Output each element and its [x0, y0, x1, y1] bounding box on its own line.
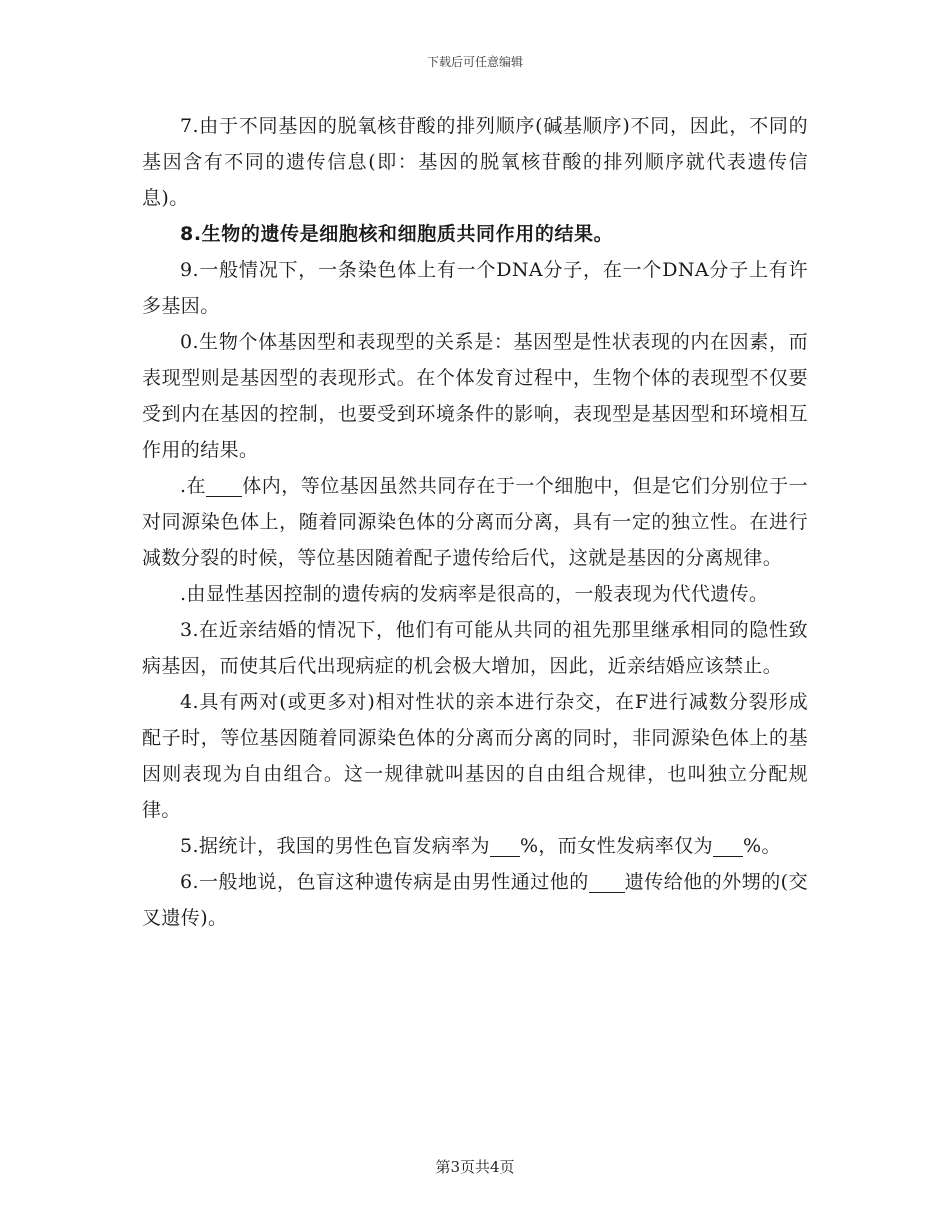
- paragraph-15-start: 5.据统计，我国的男性色盲发病率为: [180, 835, 490, 857]
- fill-in-blank: [589, 872, 625, 893]
- paragraph-14: 4.具有两对(或更多对)相对性状的亲本进行杂交，在F进行减数分裂形成配子时，等位基因随着同源染色体的分离而分离的同时，非同源染色体上的基因则表现为自由组合。这一规律就叫基因的自由组合规律，也叫独立分配规律。: [142, 691, 808, 821]
- paragraph-16: [142, 864, 808, 936]
- page-footer: 第3页共4页: [435, 1158, 515, 1176]
- paragraph-15-end: %。: [743, 835, 781, 857]
- paragraph-10: 0.生物个体基因型和表现型的关系是：基因型是性状表现的内在因素，而表现型则是基因型的表现形式。在个体发育过程中，生物个体的表现型不仅要受到内在基因的控制，也要受到环境条件的影响，表现型是基因型和环境相互作用的结果。: [142, 331, 808, 461]
- paragraph-11-rest: 体内，等位基因虽然共同存在于一个细胞中，但是它们分别位于一对同源染色体上，随着同源染色体的分离而分离，具有一定的独立性。在进行减数分裂的时候，等位基因随着配子遗传给后代，这就是基因的分离规律。: [142, 475, 808, 569]
- paragraph-13: 3.在近亲结婚的情况下，他们有可能从共同的祖先那里继承相同的隐性致病基因，而使其后代出现病症的机会极大增加，因此，近亲结婚应该禁止。: [142, 619, 808, 677]
- paragraph-11: [142, 468, 808, 576]
- paragraph-9: 9.一般情况下，一条染色体上有一个DNA分子，在一个DNA分子上有许多基因。: [142, 259, 808, 317]
- paragraph-7: 7.由于不同基因的脱氧核苷酸的排列顺序(碱基顺序)不同，因此，不同的基因含有不同的遗传信息(即：基因的脱氧核苷酸的排列顺序就代表遗传信息)。: [142, 115, 808, 209]
- paragraph-11-start: .在: [180, 475, 207, 497]
- paragraph-15-middle: %，而女性发病率仅为: [519, 835, 713, 857]
- paragraph-12: .由显性基因控制的遗传病的发病率是很高的，一般表现为代代遗传。: [180, 583, 769, 605]
- fill-in-blank: [206, 476, 242, 497]
- paragraph-16-start: 6.一般地说，色盲这种遗传病是由男性通过他的: [180, 871, 589, 893]
- paragraph-16-rest: 遗传给他的外甥的(交叉遗传)。: [142, 871, 808, 929]
- fill-in-blank: [490, 836, 520, 857]
- paragraph-15: [142, 828, 808, 864]
- fill-in-blank: [713, 836, 743, 857]
- paragraph-8: 8.生物的遗传是细胞核和细胞质共同作用的结果。: [180, 223, 614, 245]
- page-header: 下载后可任意编辑: [426, 55, 523, 69]
- document-body: [142, 108, 808, 936]
